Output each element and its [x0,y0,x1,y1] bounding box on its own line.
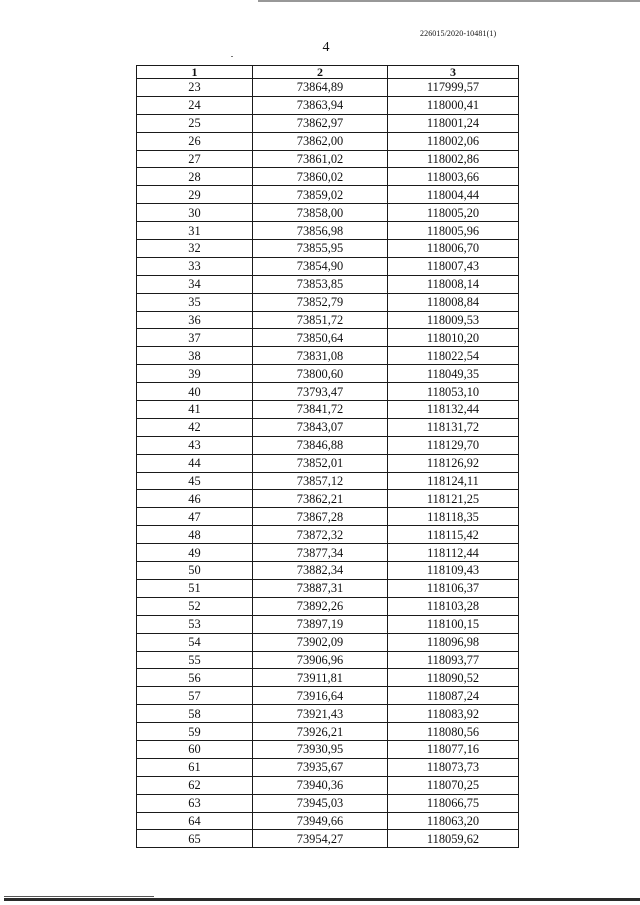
point-number-cell: 58 [137,705,253,723]
y-coordinate-cell: 118083,92 [388,705,519,723]
table-row [137,257,519,275]
table-row [137,490,519,508]
x-coordinate-cell: 73853,85 [253,275,388,293]
table-row [137,669,519,687]
y-coordinate-cell: 118059,62 [388,830,519,848]
table-row [137,812,519,830]
table-row [137,436,519,454]
column-header: 2 [253,66,388,79]
x-coordinate-cell: 73906,96 [253,651,388,669]
x-coordinate-cell: 73852,01 [253,454,388,472]
table-row [137,329,519,347]
point-number-cell: 32 [137,240,253,258]
x-coordinate-cell: 73793,47 [253,383,388,401]
x-coordinate-cell: 73935,67 [253,758,388,776]
table-row [137,186,519,204]
x-coordinate-cell: 73867,28 [253,508,388,526]
x-coordinate-cell: 73851,72 [253,311,388,329]
table-row [137,758,519,776]
y-coordinate-cell: 118049,35 [388,365,519,383]
page-number: 4 [322,40,330,55]
point-number-cell: 61 [137,758,253,776]
table-row [137,794,519,812]
table-row [137,275,519,293]
y-coordinate-cell: 118115,42 [388,526,519,544]
y-coordinate-cell: 117999,57 [388,79,519,97]
x-coordinate-cell: 73954,27 [253,830,388,848]
table-row [137,615,519,633]
point-number-cell: 34 [137,275,253,293]
table-row [137,723,519,741]
y-coordinate-cell: 118053,10 [388,383,519,401]
table-row [137,150,519,168]
table-row [137,79,519,97]
point-number-cell: 24 [137,96,253,114]
x-coordinate-cell: 73930,95 [253,740,388,758]
point-number-cell: 35 [137,293,253,311]
y-coordinate-cell: 118121,25 [388,490,519,508]
point-number-cell: 64 [137,812,253,830]
y-coordinate-cell: 118124,11 [388,472,519,490]
x-coordinate-cell: 73857,12 [253,472,388,490]
header-row [137,66,519,79]
table-row [137,222,519,240]
table-row [137,347,519,365]
point-number-cell: 37 [137,329,253,347]
point-number-cell: 29 [137,186,253,204]
column-header: 3 [388,66,519,79]
point-number-cell: 27 [137,150,253,168]
point-number-cell: 54 [137,633,253,651]
point-number-cell: 49 [137,544,253,562]
point-number-cell: 41 [137,401,253,419]
table-row [137,562,519,580]
y-coordinate-cell: 118126,92 [388,454,519,472]
point-number-cell: 25 [137,114,253,132]
table-row [137,687,519,705]
bottom-rule [4,898,640,901]
bottom-rule-thin [4,896,154,897]
point-number-cell: 56 [137,669,253,687]
table-row [137,96,519,114]
point-number-cell: 42 [137,418,253,436]
y-coordinate-cell: 118090,52 [388,669,519,687]
point-number-cell: 59 [137,723,253,741]
y-coordinate-cell: 118008,84 [388,293,519,311]
table-header [137,66,519,79]
y-coordinate-cell: 118093,77 [388,651,519,669]
y-coordinate-cell: 118002,06 [388,132,519,150]
table-row [137,204,519,222]
y-coordinate-cell: 118109,43 [388,562,519,580]
table-row [137,705,519,723]
point-number-cell: 43 [137,436,253,454]
y-coordinate-cell: 118077,16 [388,740,519,758]
table-row [137,597,519,615]
y-coordinate-cell: 118009,53 [388,311,519,329]
point-number-cell: 55 [137,651,253,669]
y-coordinate-cell: 118080,56 [388,723,519,741]
point-number-cell: 31 [137,222,253,240]
y-coordinate-cell: 118006,70 [388,240,519,258]
y-coordinate-cell: 118000,41 [388,96,519,114]
table-row [137,472,519,490]
point-number-cell: 26 [137,132,253,150]
x-coordinate-cell: 73916,64 [253,687,388,705]
point-number-cell: 46 [137,490,253,508]
point-number-cell: 30 [137,204,253,222]
x-coordinate-cell: 73846,88 [253,436,388,454]
x-coordinate-cell: 73864,89 [253,79,388,97]
x-coordinate-cell: 73856,98 [253,222,388,240]
point-number-cell: 44 [137,454,253,472]
table-row [137,418,519,436]
x-coordinate-cell: 73860,02 [253,168,388,186]
column-header: 1 [137,66,253,79]
point-number-cell: 65 [137,830,253,848]
point-number-cell: 53 [137,615,253,633]
x-coordinate-cell: 73861,02 [253,150,388,168]
table-row [137,365,519,383]
x-coordinate-cell: 73897,19 [253,615,388,633]
point-number-cell: 62 [137,776,253,794]
table-row [137,454,519,472]
point-number-cell: 45 [137,472,253,490]
point-number-cell: 36 [137,311,253,329]
point-number-cell: 38 [137,347,253,365]
x-coordinate-cell: 73892,26 [253,597,388,615]
point-number-cell: 51 [137,579,253,597]
x-coordinate-cell: 73800,60 [253,365,388,383]
y-coordinate-cell: 118007,43 [388,257,519,275]
y-coordinate-cell: 118106,37 [388,579,519,597]
x-coordinate-cell: 73858,00 [253,204,388,222]
scan-speck [231,56,233,57]
x-coordinate-cell: 73831,08 [253,347,388,365]
x-coordinate-cell: 73911,81 [253,669,388,687]
table-row [137,114,519,132]
x-coordinate-cell: 73926,21 [253,723,388,741]
x-coordinate-cell: 73877,34 [253,544,388,562]
document-id: 226015/2020-10481(1) [420,29,497,38]
point-number-cell: 33 [137,257,253,275]
y-coordinate-cell: 118003,66 [388,168,519,186]
y-coordinate-cell: 118100,15 [388,615,519,633]
x-coordinate-cell: 73843,07 [253,418,388,436]
table-row [137,544,519,562]
x-coordinate-cell: 73872,32 [253,526,388,544]
table-row [137,776,519,794]
y-coordinate-cell: 118004,44 [388,186,519,204]
point-number-cell: 63 [137,794,253,812]
y-coordinate-cell: 118010,20 [388,329,519,347]
x-coordinate-cell: 73862,97 [253,114,388,132]
y-coordinate-cell: 118112,44 [388,544,519,562]
table-row [137,633,519,651]
table-body [137,79,519,848]
coordinates-table [136,65,519,848]
x-coordinate-cell: 73850,64 [253,329,388,347]
x-coordinate-cell: 73862,00 [253,132,388,150]
y-coordinate-cell: 118118,35 [388,508,519,526]
y-coordinate-cell: 118022,54 [388,347,519,365]
y-coordinate-cell: 118132,44 [388,401,519,419]
point-number-cell: 39 [137,365,253,383]
table-row [137,579,519,597]
point-number-cell: 48 [137,526,253,544]
table-row [137,830,519,848]
x-coordinate-cell: 73945,03 [253,794,388,812]
x-coordinate-cell: 73882,34 [253,562,388,580]
y-coordinate-cell: 118066,75 [388,794,519,812]
point-number-cell: 52 [137,597,253,615]
y-coordinate-cell: 118096,98 [388,633,519,651]
y-coordinate-cell: 118131,72 [388,418,519,436]
x-coordinate-cell: 73863,94 [253,96,388,114]
table-row [137,401,519,419]
point-number-cell: 28 [137,168,253,186]
point-number-cell: 47 [137,508,253,526]
x-coordinate-cell: 73855,95 [253,240,388,258]
table-row [137,383,519,401]
y-coordinate-cell: 118008,14 [388,275,519,293]
x-coordinate-cell: 73841,72 [253,401,388,419]
y-coordinate-cell: 118087,24 [388,687,519,705]
y-coordinate-cell: 118063,20 [388,812,519,830]
y-coordinate-cell: 118005,96 [388,222,519,240]
table-row [137,132,519,150]
table-row [137,293,519,311]
x-coordinate-cell: 73902,09 [253,633,388,651]
x-coordinate-cell: 73862,21 [253,490,388,508]
point-number-cell: 23 [137,79,253,97]
y-coordinate-cell: 118002,86 [388,150,519,168]
point-number-cell: 57 [137,687,253,705]
x-coordinate-cell: 73887,31 [253,579,388,597]
x-coordinate-cell: 73921,43 [253,705,388,723]
x-coordinate-cell: 73949,66 [253,812,388,830]
point-number-cell: 40 [137,383,253,401]
point-number-cell: 50 [137,562,253,580]
table-row [137,240,519,258]
table-row [137,508,519,526]
y-coordinate-cell: 118103,28 [388,597,519,615]
table-row [137,526,519,544]
table-row [137,168,519,186]
y-coordinate-cell: 118073,73 [388,758,519,776]
top-rule [258,0,640,2]
x-coordinate-cell: 73940,36 [253,776,388,794]
table-row [137,740,519,758]
x-coordinate-cell: 73859,02 [253,186,388,204]
x-coordinate-cell: 73854,90 [253,257,388,275]
table-row [137,651,519,669]
x-coordinate-cell: 73852,79 [253,293,388,311]
y-coordinate-cell: 118001,24 [388,114,519,132]
y-coordinate-cell: 118129,70 [388,436,519,454]
y-coordinate-cell: 118005,20 [388,204,519,222]
table-row [137,311,519,329]
point-number-cell: 60 [137,740,253,758]
y-coordinate-cell: 118070,25 [388,776,519,794]
